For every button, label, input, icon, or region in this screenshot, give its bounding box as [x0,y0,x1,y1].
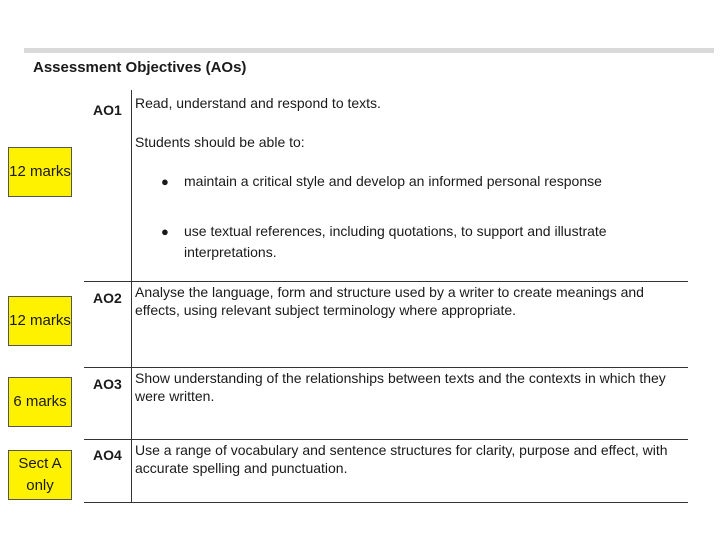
page-title: Assessment Objectives (AOs) [33,59,247,76]
row-divider [84,439,688,440]
ao4-text: Use a range of vocabulary and sentence structures for clarity, purpose and effect, with accurate spelling and punctuation. [135,442,668,476]
ao3-marks-label: 6 marks [8,377,72,427]
row-divider [84,281,688,282]
top-divider [24,48,714,53]
ao2-code: AO2 [93,290,122,306]
ao1-code: AO1 [93,102,122,118]
ao1-marks-label: 12 marks [8,147,72,197]
ao4-code: AO4 [93,447,122,463]
ao1-bullet-2: use textual references, including quotations, to support and illustrate interpretations. [184,223,607,260]
ao3-code: AO3 [93,376,122,392]
ao4-marks-label: Sect A only [8,450,72,500]
ao1-subheading: Students should be able to: [135,134,305,150]
ao3-text: Show understanding of the relationships between texts and the contexts in which they were written. [135,370,666,404]
objectives-table [84,90,688,503]
column-divider [131,90,132,503]
row-divider [84,367,688,368]
ao2-marks-label: 12 marks [8,296,72,346]
ao1-text: Read, understand and respond to texts. [135,95,381,111]
bullet-icon: ● [161,224,169,239]
table-bottom-rule [84,502,688,503]
ao2-text: Analyse the language, form and structure used by a writer to create meanings and effects, using relevant subject terminology where appropriate. [135,284,644,318]
bullet-icon: ● [161,174,169,189]
ao1-bullet-1: maintain a critical style and develop an informed personal response [184,173,602,189]
